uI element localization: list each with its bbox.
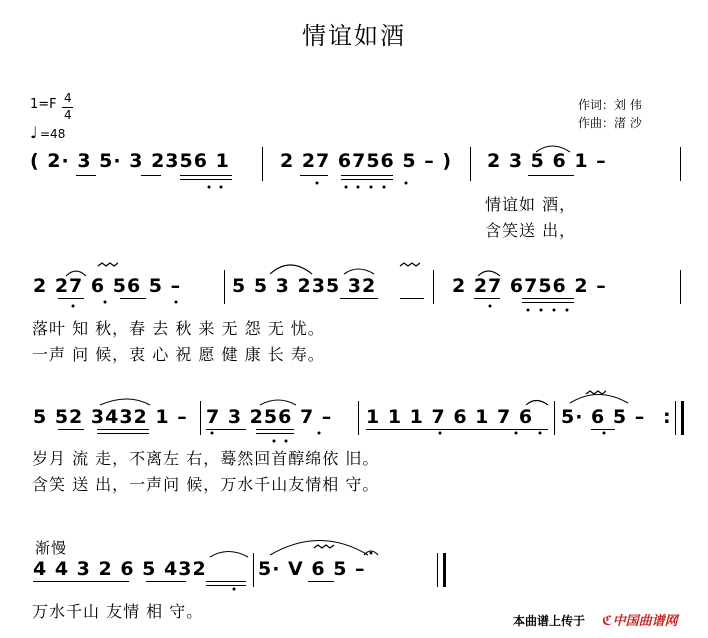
mordent xyxy=(400,263,420,266)
row4-lyric: 万水千山 友情 相 守。 xyxy=(32,602,204,621)
key-signature: 1=F xyxy=(30,97,57,112)
slur xyxy=(66,271,86,276)
row3-measure-4: 5· 6 5 – xyxy=(561,406,646,428)
slur xyxy=(270,541,368,556)
slur xyxy=(344,269,374,274)
time-signature-top: 4 xyxy=(64,91,72,105)
row1-measure-3: 2 3 5 6 1 – xyxy=(487,150,607,172)
slur xyxy=(570,395,628,404)
repeat-sign: : xyxy=(663,406,672,428)
mordent xyxy=(586,391,606,394)
tempo-mark-rit: 渐慢 xyxy=(35,539,68,557)
row1-lyric-verse1: 情谊如 酒， xyxy=(485,195,577,214)
footer-upload-text: 本曲谱上传于 xyxy=(513,614,586,628)
slur xyxy=(100,399,150,405)
row3-measure-1: 5 52 3432 1 – xyxy=(33,406,188,428)
slur xyxy=(210,552,248,558)
row4-measure-1: 4 4 3 2 6 5 432 xyxy=(33,558,207,580)
mordent xyxy=(314,545,334,548)
row2-measure-1: 2 27 6 56 5 – xyxy=(33,275,182,297)
row4-measure-2: 5· V 6 5 – xyxy=(258,558,366,580)
row1-lyric-verse2: 含笑送 出， xyxy=(485,221,577,240)
slur xyxy=(260,400,296,405)
slur xyxy=(526,401,548,406)
row3-measure-2: 7 3 256 7 – xyxy=(206,406,333,428)
row2-measure-3: 2 27 6756 2 – xyxy=(452,275,607,297)
row2-lyric-verse1: 落叶 知 秋，春 去 秋 来 无 怨 无 忧。 xyxy=(32,319,325,338)
slur xyxy=(270,265,312,274)
slur xyxy=(478,271,500,276)
composer-credit: 作曲：渚 沙 xyxy=(578,116,642,130)
row1-measure-2: 2 27 6756 5 – ) xyxy=(280,150,453,172)
row3-measure-3: 1 1 1 7 6 1 7 6 xyxy=(366,406,534,428)
tempo-marking: =48 xyxy=(40,127,66,141)
row1-measure-1: ( 2· 3 5· 3 2356 1 xyxy=(30,150,230,172)
time-signature-bottom: 4 xyxy=(64,108,72,122)
slur xyxy=(536,146,570,152)
logo-mark-icon: ℭ xyxy=(602,614,613,629)
row2-lyric-verse2: 一声 问 候，衷 心 祝 愿 健 康 长 寿。 xyxy=(32,345,325,364)
quarter-note-icon: ♩ xyxy=(30,123,38,142)
lyricist-credit: 作词：刘 伟 xyxy=(578,98,642,112)
row3-lyric-verse2: 含笑 送 出，一声问 候，万水千山友情相 守。 xyxy=(32,475,380,494)
row3-lyric-verse1: 岁月 流 走，不离左 右，蓦然回首醇绵依 旧。 xyxy=(32,449,380,468)
row2-measure-2: 5 5 3 235 32 xyxy=(232,275,377,297)
page-title: 情谊如酒 xyxy=(302,22,406,50)
site-logo[interactable]: ℭ中国曲谱网 xyxy=(602,614,678,629)
mordent xyxy=(98,263,118,266)
